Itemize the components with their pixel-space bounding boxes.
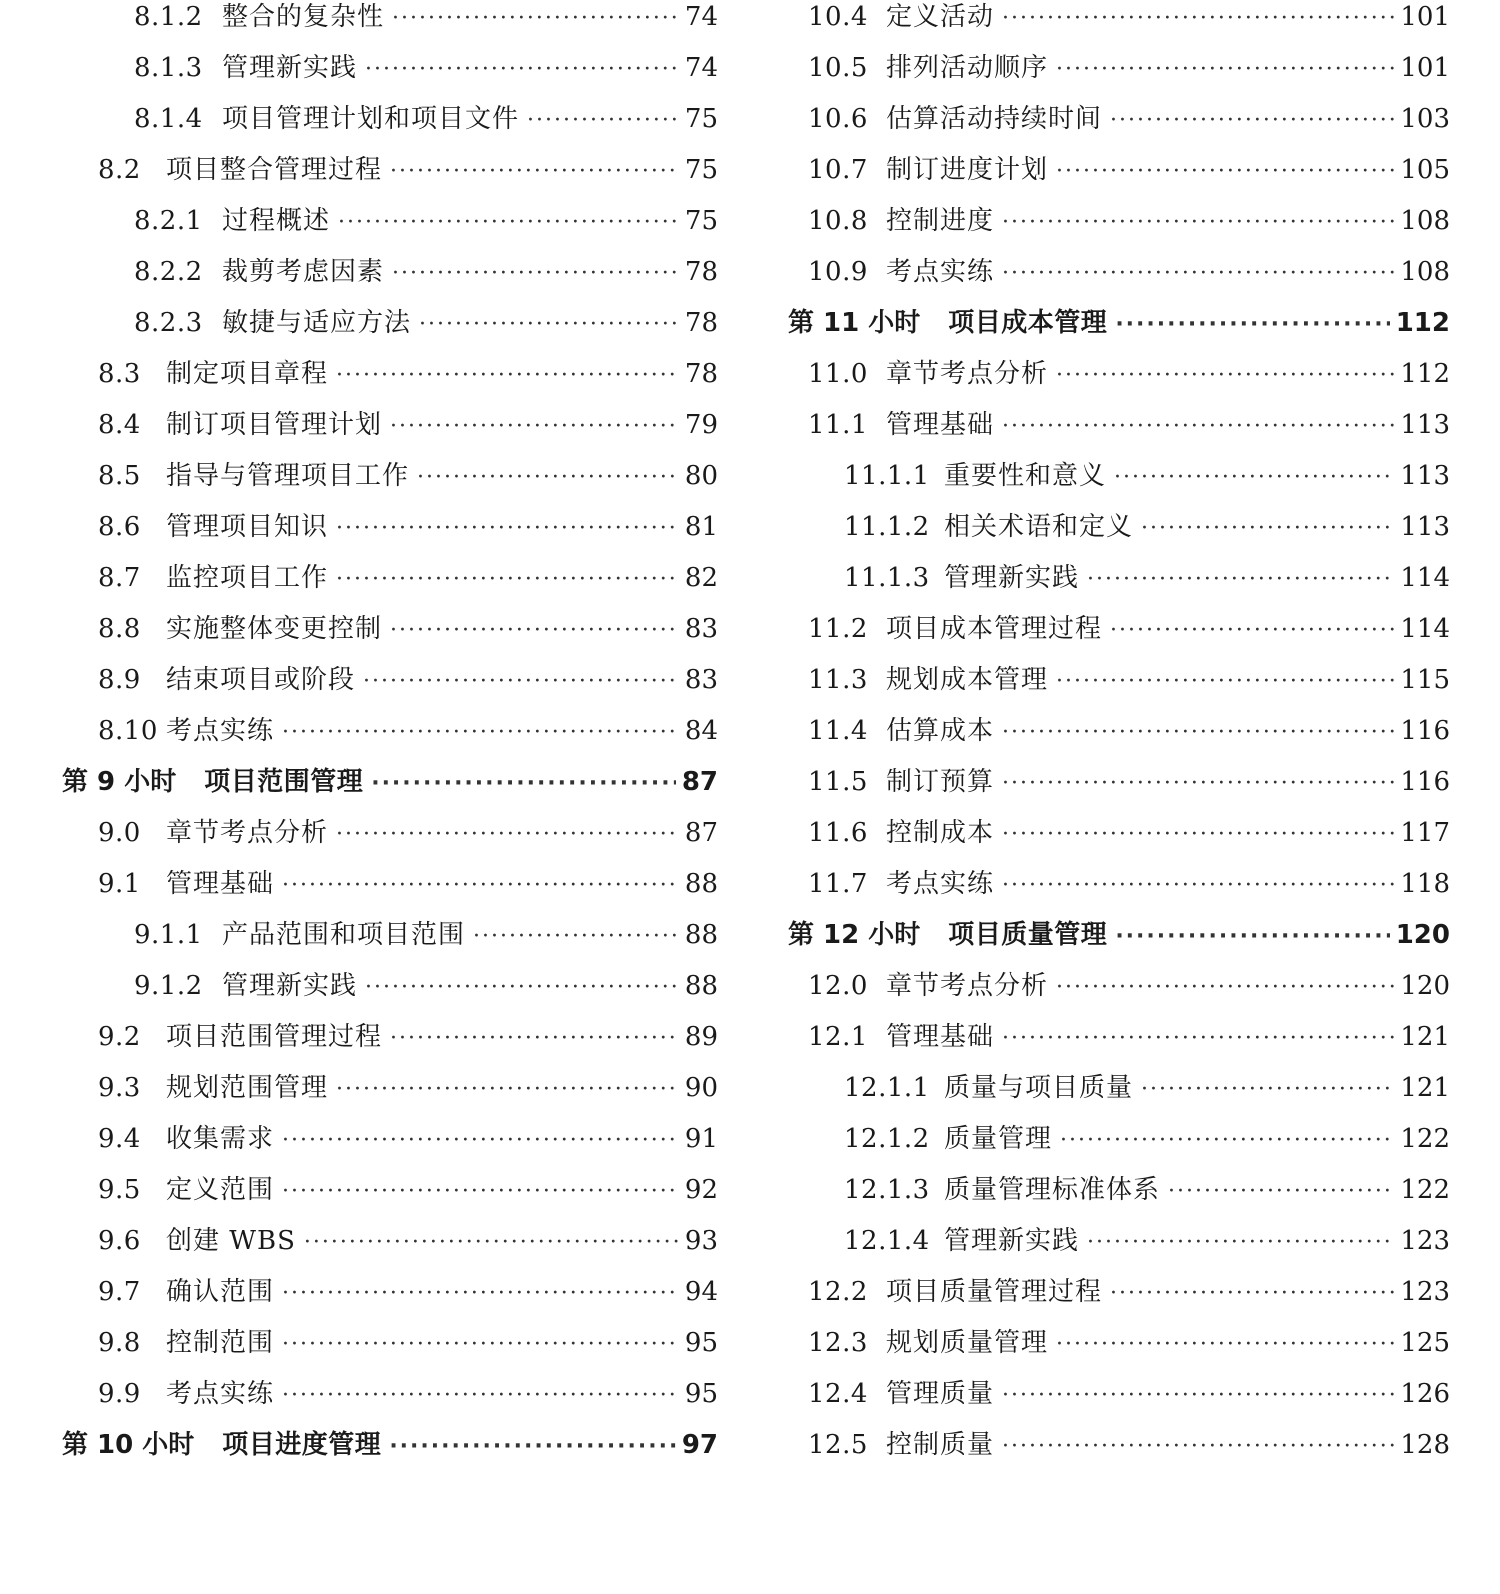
toc-dot-leader xyxy=(1168,1175,1394,1209)
toc-page-number: 118 xyxy=(1400,869,1450,899)
toc-entry-number: 8.2.1 xyxy=(134,206,203,236)
toc-entry-title: 质量管理 xyxy=(944,1124,1053,1154)
toc-dot-leader xyxy=(390,155,679,189)
toc-entry-number: 12.0 xyxy=(808,971,868,1001)
toc-entry-title: 管理质量 xyxy=(886,1379,995,1409)
toc-entry-number: 12.1.4 xyxy=(844,1226,930,1256)
toc-section-entry[interactable] xyxy=(788,816,1450,867)
toc-page-number: 78 xyxy=(684,359,718,389)
toc-dot-leader xyxy=(363,665,679,699)
toc-entry-number: 第 9 小时 xyxy=(62,767,177,797)
toc-entry-title: 管理新实践 xyxy=(944,1226,1080,1256)
toc-page-number: 115 xyxy=(1400,665,1450,695)
toc-dot-leader xyxy=(390,1022,679,1056)
toc-entry-number: 12.2 xyxy=(808,1277,868,1307)
toc-entry-title: 制订项目管理计划 xyxy=(166,410,383,440)
toc-dot-leader xyxy=(1002,818,1394,852)
toc-entry-number: 12.1.3 xyxy=(844,1175,930,1205)
toc-page-number: 113 xyxy=(1400,512,1450,542)
toc-entry-number: 第 10 小时 xyxy=(62,1430,195,1460)
toc-entry-title: 排列活动顺序 xyxy=(886,53,1049,83)
toc-dot-leader xyxy=(282,1379,679,1413)
toc-section-entry[interactable] xyxy=(788,1020,1450,1071)
toc-entry-number: 10.9 xyxy=(808,257,868,287)
toc-dot-leader xyxy=(1056,155,1394,189)
toc-entry-title: 章节考点分析 xyxy=(886,359,1049,389)
toc-dot-leader xyxy=(1110,614,1394,648)
toc-entry-number: 11.1.1 xyxy=(844,461,930,491)
toc-dot-leader xyxy=(1002,869,1394,903)
toc-page-number: 88 xyxy=(684,920,718,950)
toc-entry-number: 10.4 xyxy=(808,2,868,32)
toc-page-number: 113 xyxy=(1400,461,1450,491)
toc-page-number: 78 xyxy=(684,257,718,287)
toc-entry-number: 9.9 xyxy=(98,1379,141,1409)
toc-entry-number: 8.6 xyxy=(98,512,141,542)
toc-section-entry[interactable] xyxy=(788,663,1450,714)
toc-entry-title: 裁剪考虑因素 xyxy=(222,257,385,287)
toc-subsection-entry[interactable] xyxy=(62,204,718,255)
toc-entry-title: 确认范围 xyxy=(166,1277,275,1307)
toc-dot-leader xyxy=(282,716,679,750)
toc-page-number: 93 xyxy=(684,1226,718,1256)
toc-entry-title: 管理基础 xyxy=(166,869,275,899)
toc-entry-title: 章节考点分析 xyxy=(886,971,1049,1001)
toc-dot-leader xyxy=(336,512,679,546)
toc-entry-title: 考点实练 xyxy=(166,1379,275,1409)
toc-section-entry[interactable] xyxy=(788,1275,1450,1326)
toc-page-number: 116 xyxy=(1400,716,1450,746)
toc-page-number: 95 xyxy=(684,1379,718,1409)
toc-entry-title: 项目范围管理过程 xyxy=(166,1022,383,1052)
toc-page-number: 91 xyxy=(684,1124,718,1154)
toc-subsection-entry[interactable] xyxy=(788,1122,1450,1173)
toc-page-number: 122 xyxy=(1400,1175,1450,1205)
toc-entry-title: 考点实练 xyxy=(166,716,275,746)
toc-dot-leader xyxy=(1056,1328,1394,1362)
toc-entry-title: 项目整合管理过程 xyxy=(166,155,383,185)
toc-entry-number: 9.6 xyxy=(98,1226,141,1256)
toc-page-number: 112 xyxy=(1400,359,1450,389)
toc-chapter-entry[interactable] xyxy=(788,306,1450,357)
toc-section-entry[interactable] xyxy=(788,867,1450,918)
toc-dot-leader xyxy=(336,1073,679,1107)
toc-page-number: 121 xyxy=(1400,1022,1450,1052)
toc-page-number: 87 xyxy=(681,767,718,797)
toc-dot-leader xyxy=(336,563,679,597)
toc-entry-number: 8.3 xyxy=(98,359,141,389)
toc-subsection-entry[interactable] xyxy=(62,0,718,51)
toc-section-entry[interactable] xyxy=(788,0,1450,51)
toc-chapter-entry[interactable] xyxy=(62,765,718,816)
toc-subsection-entry[interactable] xyxy=(62,102,718,153)
toc-entry-title: 控制成本 xyxy=(886,818,995,848)
toc-entry-number: 11.7 xyxy=(808,869,868,899)
toc-page-number: 122 xyxy=(1400,1124,1450,1154)
toc-entry-title: 项目范围管理 xyxy=(204,767,364,797)
toc-entry-title: 质量管理标准体系 xyxy=(944,1175,1161,1205)
toc-entry-title: 结束项目或阶段 xyxy=(166,665,356,695)
toc-entry-title: 考点实练 xyxy=(886,257,995,287)
toc-page-number: 84 xyxy=(684,716,718,746)
toc-page-number: 128 xyxy=(1400,1430,1450,1460)
toc-page-number: 75 xyxy=(684,104,718,134)
toc-dot-leader xyxy=(1002,2,1394,36)
toc-page-number: 120 xyxy=(1400,971,1450,1001)
toc-entry-title: 制订进度计划 xyxy=(886,155,1049,185)
toc-entry-number: 9.1.2 xyxy=(134,971,203,1001)
toc-page-number: 103 xyxy=(1400,104,1450,134)
toc-subsection-entry[interactable] xyxy=(788,1224,1450,1275)
toc-section-entry[interactable] xyxy=(62,867,718,918)
toc-entry-number: 8.2.3 xyxy=(134,308,203,338)
toc-left-column xyxy=(62,0,718,1479)
toc-entry-title: 考点实练 xyxy=(886,869,995,899)
toc-section-entry[interactable] xyxy=(788,102,1450,153)
toc-subsection-entry[interactable] xyxy=(788,561,1450,612)
toc-dot-leader xyxy=(390,410,679,444)
toc-page-number: 87 xyxy=(684,818,718,848)
toc-entry-title: 管理新实践 xyxy=(222,971,358,1001)
toc-entry-title: 章节考点分析 xyxy=(166,818,329,848)
toc-page-number: 105 xyxy=(1400,155,1450,185)
toc-section-entry[interactable] xyxy=(62,459,718,510)
toc-entry-title: 估算活动持续时间 xyxy=(886,104,1103,134)
toc-page-number: 94 xyxy=(684,1277,718,1307)
toc-dot-leader xyxy=(365,53,679,87)
toc-entry-number: 8.1.4 xyxy=(134,104,203,134)
toc-section-entry[interactable] xyxy=(788,153,1450,204)
toc-dot-leader xyxy=(1002,1022,1394,1056)
toc-section-entry[interactable] xyxy=(62,1173,718,1224)
toc-entry-number: 12.4 xyxy=(808,1379,868,1409)
toc-page-number: 108 xyxy=(1400,257,1450,287)
toc-entry-number: 11.3 xyxy=(808,665,868,695)
toc-entry-number: 9.1 xyxy=(98,869,141,899)
toc-chapter-entry[interactable] xyxy=(62,1428,718,1479)
toc-section-entry[interactable] xyxy=(62,1020,718,1071)
toc-dot-leader xyxy=(390,614,679,648)
toc-subsection-entry[interactable] xyxy=(62,255,718,306)
toc-entry-number: 12.1.2 xyxy=(844,1124,930,1154)
toc-entry-title: 制定项目章程 xyxy=(166,359,329,389)
toc-page-number: 90 xyxy=(684,1073,718,1103)
toc-entry-title: 管理基础 xyxy=(886,1022,995,1052)
toc-page-number: 123 xyxy=(1400,1226,1450,1256)
toc-entry-number: 第 11 小时 xyxy=(788,308,921,338)
toc-entry-number: 11.5 xyxy=(808,767,868,797)
toc-dot-leader xyxy=(1115,308,1389,342)
toc-entry-title: 控制质量 xyxy=(886,1430,995,1460)
toc-page-number: 83 xyxy=(684,614,718,644)
toc-section-entry[interactable] xyxy=(788,612,1450,663)
toc-page-number: 75 xyxy=(684,206,718,236)
toc-dot-leader xyxy=(389,1430,676,1464)
toc-subsection-entry[interactable] xyxy=(62,918,718,969)
toc-entry-number: 8.4 xyxy=(98,410,141,440)
toc-subsection-entry[interactable] xyxy=(788,1173,1450,1224)
toc-dot-leader xyxy=(1141,1073,1394,1107)
toc-entry-number: 11.6 xyxy=(808,818,868,848)
toc-page-number: 88 xyxy=(684,869,718,899)
toc-dot-leader xyxy=(1002,716,1394,750)
toc-entry-number: 9.4 xyxy=(98,1124,141,1154)
toc-entry-title: 项目质量管理过程 xyxy=(886,1277,1103,1307)
toc-dot-leader xyxy=(282,1124,679,1158)
toc-entry-number: 9.8 xyxy=(98,1328,141,1358)
toc-dot-leader xyxy=(1141,512,1394,546)
toc-entry-number: 8.1.3 xyxy=(134,53,203,83)
toc-page-number: 80 xyxy=(684,461,718,491)
toc-page-number: 82 xyxy=(684,563,718,593)
toc-entry-number: 8.8 xyxy=(98,614,141,644)
toc-dot-leader xyxy=(1087,563,1394,597)
toc-dot-leader xyxy=(392,2,679,36)
toc-dot-leader xyxy=(1002,410,1394,444)
toc-section-entry[interactable] xyxy=(788,714,1450,765)
toc-dot-leader xyxy=(1002,1430,1394,1464)
toc-dot-leader xyxy=(282,1328,679,1362)
toc-dot-leader xyxy=(527,104,679,138)
toc-page-number: 89 xyxy=(684,1022,718,1052)
toc-chapter-entry[interactable] xyxy=(788,918,1450,969)
toc-right-column xyxy=(788,0,1450,1479)
toc-entry-number: 8.5 xyxy=(98,461,141,491)
toc-entry-title: 估算成本 xyxy=(886,716,995,746)
toc-dot-leader xyxy=(473,920,679,954)
toc-entry-title: 规划质量管理 xyxy=(886,1328,1049,1358)
toc-dot-leader xyxy=(282,869,679,903)
toc-section-entry[interactable] xyxy=(788,204,1450,255)
toc-section-entry[interactable] xyxy=(62,1122,718,1173)
toc-entry-title: 制订预算 xyxy=(886,767,995,797)
toc-entry-title: 收集需求 xyxy=(166,1124,275,1154)
toc-entry-number: 12.3 xyxy=(808,1328,868,1358)
toc-page-number: 117 xyxy=(1400,818,1450,848)
toc-dot-leader xyxy=(338,206,679,240)
toc-entry-title: 实施整体变更控制 xyxy=(166,614,383,644)
toc-entry-title: 过程概述 xyxy=(222,206,331,236)
toc-entry-title: 项目进度管理 xyxy=(222,1430,382,1460)
toc-dot-leader xyxy=(1002,1379,1394,1413)
toc-dot-leader xyxy=(282,1175,679,1209)
toc-section-entry[interactable] xyxy=(62,1377,718,1428)
toc-page-number: 126 xyxy=(1400,1379,1450,1409)
toc-subsection-entry[interactable] xyxy=(788,1071,1450,1122)
toc-entry-number: 12.5 xyxy=(808,1430,868,1460)
toc-entry-number: 10.5 xyxy=(808,53,868,83)
toc-section-entry[interactable] xyxy=(62,1275,718,1326)
toc-dot-leader xyxy=(392,257,679,291)
toc-entry-title: 监控项目工作 xyxy=(166,563,329,593)
toc-section-entry[interactable] xyxy=(62,153,718,204)
toc-entry-number: 8.2.2 xyxy=(134,257,203,287)
toc-page-number: 83 xyxy=(684,665,718,695)
toc-page-number: 97 xyxy=(681,1430,718,1460)
toc-dot-leader xyxy=(1056,971,1394,1005)
toc-entry-number: 8.2 xyxy=(98,155,141,185)
toc-entry-title: 项目质量管理 xyxy=(948,920,1108,950)
toc-section-entry[interactable] xyxy=(62,357,718,408)
toc-section-entry[interactable] xyxy=(62,1224,718,1275)
toc-dot-leader xyxy=(1115,920,1389,954)
toc-section-entry[interactable] xyxy=(62,714,718,765)
toc-section-entry[interactable] xyxy=(62,1071,718,1122)
toc-page-number: 114 xyxy=(1400,614,1450,644)
toc-entry-title: 管理项目知识 xyxy=(166,512,329,542)
toc-section-entry[interactable] xyxy=(62,561,718,612)
toc-page-number: 120 xyxy=(1395,920,1450,950)
toc-entry-title: 项目成本管理 xyxy=(948,308,1108,338)
toc-entry-number: 11.1.3 xyxy=(844,563,930,593)
toc-entry-title: 敏捷与适应方法 xyxy=(222,308,412,338)
toc-subsection-entry[interactable] xyxy=(62,51,718,102)
toc-dot-leader xyxy=(1110,1277,1394,1311)
toc-entry-title: 指导与管理项目工作 xyxy=(166,461,410,491)
toc-entry-number: 12.1.1 xyxy=(844,1073,930,1103)
toc-entry-title: 规划范围管理 xyxy=(166,1073,329,1103)
toc-entry-title: 整合的复杂性 xyxy=(222,2,385,32)
toc-dot-leader xyxy=(1056,53,1394,87)
toc-entry-title: 重要性和意义 xyxy=(944,461,1107,491)
toc-entry-number: 11.2 xyxy=(808,614,868,644)
toc-page-number: 74 xyxy=(684,53,718,83)
toc-dot-leader xyxy=(419,308,679,342)
toc-page-number: 112 xyxy=(1395,308,1450,338)
toc-entry-number: 9.3 xyxy=(98,1073,141,1103)
toc-entry-title: 创建 WBS xyxy=(166,1226,296,1256)
toc-entry-title: 相关术语和定义 xyxy=(944,512,1134,542)
toc-dot-leader xyxy=(282,1277,679,1311)
toc-entry-title: 控制范围 xyxy=(166,1328,275,1358)
toc-entry-title: 项目成本管理过程 xyxy=(886,614,1103,644)
toc-page-number: 78 xyxy=(684,308,718,338)
toc-entry-number: 9.5 xyxy=(98,1175,141,1205)
toc-dot-leader xyxy=(1002,206,1394,240)
toc-entry-number: 9.2 xyxy=(98,1022,141,1052)
toc-entry-number: 9.7 xyxy=(98,1277,141,1307)
toc-dot-leader xyxy=(1056,359,1394,393)
toc-dot-leader xyxy=(1114,461,1394,495)
toc-page-number: 108 xyxy=(1400,206,1450,236)
toc-entry-number: 10.7 xyxy=(808,155,868,185)
toc-section-entry[interactable] xyxy=(62,1326,718,1377)
toc-entry-number: 10.6 xyxy=(808,104,868,134)
toc-page-number: 121 xyxy=(1400,1073,1450,1103)
toc-page-number: 79 xyxy=(684,410,718,440)
toc-dot-leader xyxy=(1002,767,1394,801)
toc-entry-number: 11.4 xyxy=(808,716,868,746)
toc-page-number: 95 xyxy=(684,1328,718,1358)
toc-section-entry[interactable] xyxy=(62,612,718,663)
toc-entry-title: 管理新实践 xyxy=(944,563,1080,593)
toc-dot-leader xyxy=(304,1226,679,1260)
toc-entry-title: 定义活动 xyxy=(886,2,995,32)
toc-page-number: 92 xyxy=(684,1175,718,1205)
toc-dot-leader xyxy=(417,461,679,495)
toc-page-number: 81 xyxy=(684,512,718,542)
toc-entry-title: 产品范围和项目范围 xyxy=(222,920,466,950)
toc-page-number: 123 xyxy=(1400,1277,1450,1307)
toc-subsection-entry[interactable] xyxy=(62,306,718,357)
toc-dot-leader xyxy=(336,818,679,852)
toc-entry-number: 9.0 xyxy=(98,818,141,848)
toc-entry-title: 定义范围 xyxy=(166,1175,275,1205)
toc-entry-number: 12.1 xyxy=(808,1022,868,1052)
toc-entry-number: 11.1 xyxy=(808,410,868,440)
toc-section-entry[interactable] xyxy=(62,816,718,867)
toc-entry-number: 8.10 xyxy=(98,716,158,746)
toc-section-entry[interactable] xyxy=(788,1377,1450,1428)
toc-section-entry[interactable] xyxy=(788,1326,1450,1377)
toc-page-number: 101 xyxy=(1400,53,1450,83)
toc-entry-title: 控制进度 xyxy=(886,206,995,236)
toc-dot-leader xyxy=(1060,1124,1394,1158)
toc-section-entry[interactable] xyxy=(788,255,1450,306)
toc-section-entry[interactable] xyxy=(62,663,718,714)
toc-page-number: 88 xyxy=(684,971,718,1001)
toc-entry-number: 第 12 小时 xyxy=(788,920,921,950)
toc-entry-title: 项目管理计划和项目文件 xyxy=(222,104,520,134)
toc-entry-title: 质量与项目质量 xyxy=(944,1073,1134,1103)
toc-section-entry[interactable] xyxy=(788,765,1450,816)
toc-subsection-entry[interactable] xyxy=(788,459,1450,510)
toc-entry-number: 8.9 xyxy=(98,665,141,695)
toc-entry-number: 8.7 xyxy=(98,563,141,593)
toc-page-number: 113 xyxy=(1400,410,1450,440)
toc-entry-title: 规划成本管理 xyxy=(886,665,1049,695)
toc-section-entry[interactable] xyxy=(788,1428,1450,1479)
toc-dot-leader xyxy=(1087,1226,1394,1260)
toc-subsection-entry[interactable] xyxy=(788,510,1450,561)
toc-dot-leader xyxy=(1002,257,1394,291)
toc-page-number: 116 xyxy=(1400,767,1450,797)
toc-dot-leader xyxy=(1056,665,1394,699)
toc-page-number: 125 xyxy=(1400,1328,1450,1358)
toc-section-entry[interactable] xyxy=(788,357,1450,408)
toc-entry-number: 9.1.1 xyxy=(134,920,203,950)
toc-entry-number: 8.1.2 xyxy=(134,2,203,32)
toc-section-entry[interactable] xyxy=(62,510,718,561)
toc-page-number: 114 xyxy=(1400,563,1450,593)
toc-section-entry[interactable] xyxy=(788,969,1450,1020)
toc-dot-leader xyxy=(365,971,679,1005)
toc-entry-number: 10.8 xyxy=(808,206,868,236)
toc-entry-title: 管理基础 xyxy=(886,410,995,440)
toc-dot-leader xyxy=(336,359,679,393)
toc-entry-title: 管理新实践 xyxy=(222,53,358,83)
toc-entry-number: 11.0 xyxy=(808,359,868,389)
toc-section-entry[interactable] xyxy=(788,408,1450,459)
toc-page-number: 101 xyxy=(1400,2,1450,32)
toc-page-number: 75 xyxy=(684,155,718,185)
toc-subsection-entry[interactable] xyxy=(62,969,718,1020)
toc-page-number: 74 xyxy=(684,2,718,32)
toc-entry-number: 11.1.2 xyxy=(844,512,930,542)
toc-dot-leader xyxy=(1110,104,1394,138)
toc-section-entry[interactable] xyxy=(62,408,718,459)
toc-section-entry[interactable] xyxy=(788,51,1450,102)
toc-dot-leader xyxy=(371,767,676,801)
